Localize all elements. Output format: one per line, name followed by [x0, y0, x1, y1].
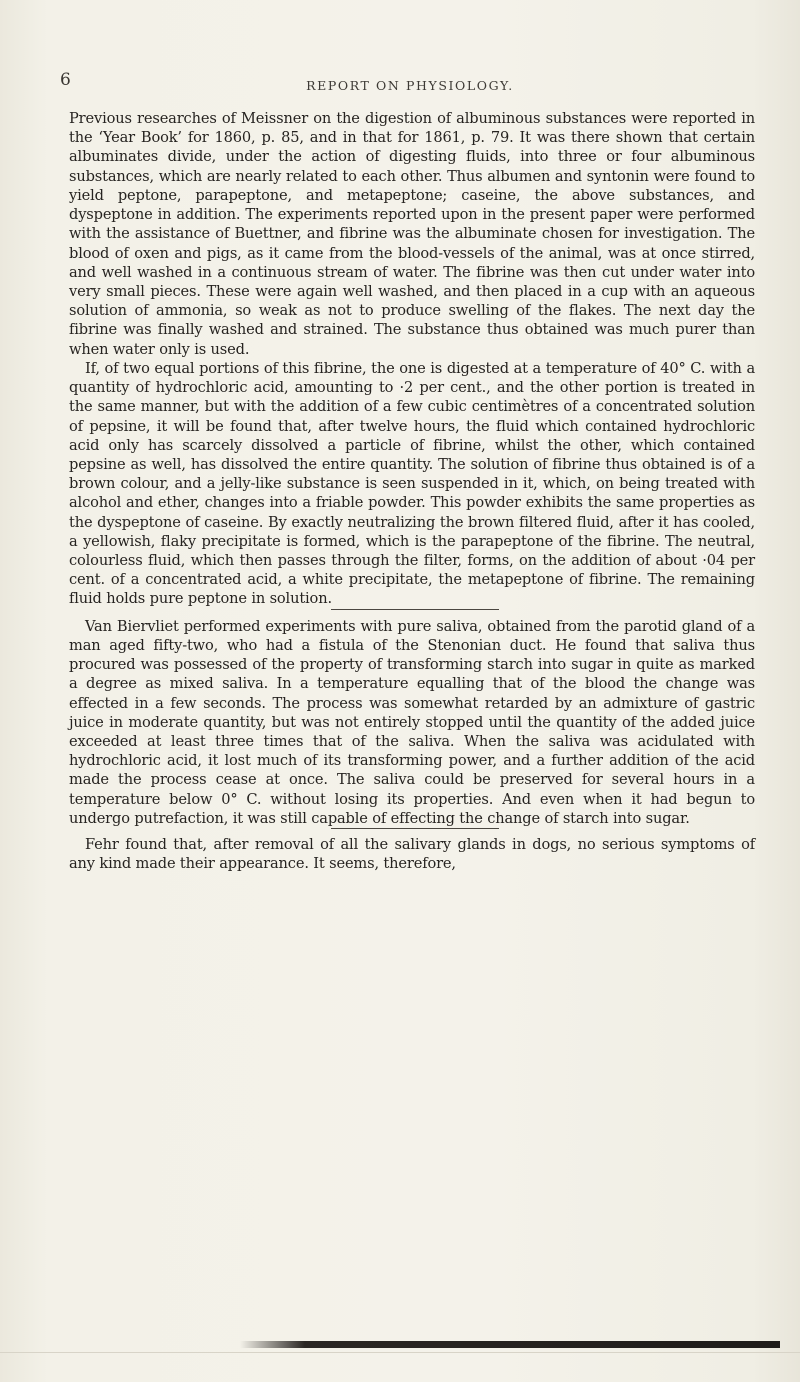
section-divider: [331, 609, 499, 610]
running-head: REPORT ON PHYSIOLOGY.: [306, 78, 514, 93]
paragraph-van-biervliet: Van Biervliet performed experiments with pure saliva, obtained from the parotid gland of a man aged fifty-two, who had a fistula of the Stenonian duct. He found that saliva thus procured was possessed of the property of transforming starch into sugar in quite as marked a degree as mixed saliva. In a temperature equalling that of the blood the change was effected in a few seconds. The process was somewhat retarded by an admixture of gastric juice in moderate quantity, but was not entirely stopped until the quantity of the added juice exceeded at least three times that of the saliva. When the saliva was acidulated with hydrochloric acid, it lost much of its transforming power, and a further addition of the acid made the process cease at once. The saliva could be preserved for several hours in a temperature below 0° C. without losing its properties. And even when it had begun to undergo putrefaction, it was still capable of effecting the change of starch into sugar.: [69, 617, 755, 827]
paragraph-meissner: Previous researches of Meissner on the digestion of albuminous substances were reported in the ‘Year Book’ for 1860, p. 85, and in that for 1861, p. 79. It was there shown that certain albuminates divide, under the action of digesting fluids, into three or four albuminous substances, which are nearly related to each other. Thus albumen and syntonin were found to yield peptone, parapeptone, and metapeptone; caseine, the above substances, and dyspeptone in addition. The experiments reported upon in the present paper were performed with the assistance of Buettner, and fibrine was the albuminate chosen for investigation. The blood of oxen and pigs, as it came from the blood-vessels of the animal, was at once stirred, and well washed in a continuous stream of water. The fibrine was then cut under water into very small pieces. These were again well washed, and then placed in a cup with an aqueous solution of ammonia, so weak as not to produce swelling of the flakes. The next day the fibrine was finally washed and strained. The substance thus obtained was much purer than when water only is used.: [69, 110, 755, 358]
page-header: [60, 70, 760, 100]
body-text: [69, 109, 755, 874]
page-number: 6: [60, 70, 71, 90]
page-bottom-line: [0, 1352, 800, 1353]
section-divider: [331, 828, 499, 829]
page-bottom-edge-shadow: [240, 1341, 780, 1348]
paragraph-fehr: Fehr found that, after removal of all the salivary glands in dogs, no serious symptoms of any kind made their appearance. It seems, therefore,: [69, 836, 755, 873]
paragraph-fibrine-digestion: If, of two equal portions of this fibrine, the one is digested at a temperature of 40° C. with a quantity of hydrochloric acid, amounting to ·2 per cent., and the other portion is treated in the same manner, but with the addition of a few cubic centimètres of a concentrated solution of pepsine, it will be found that, after twelve hours, the fluid which contained hydrochloric acid only has scarcely dissolved a particle of fibrine, whilst the other, which contained pepsine as well, has dissolved the entire quantity. The solution of fibrine thus obtained is of a brown colour, and a jelly-like substance is seen suspended in it, which, on being treated with alcohol and ether, changes into a friable powder. This powder exhibits the same properties as the dyspeptone of caseine. By exactly neutralizing the brown filtered fluid, after it has cooled, a yellowish, flaky precipitate is formed, which is the parapeptone of the fibrine. The neutral, colourless fluid, which then passes through the filter, forms, on the addition of about ·04 per cent. of a concentrated acid, a white precipitate, the metapeptone of fibrine. The remaining fluid holds pure peptone in solution.: [69, 359, 755, 608]
